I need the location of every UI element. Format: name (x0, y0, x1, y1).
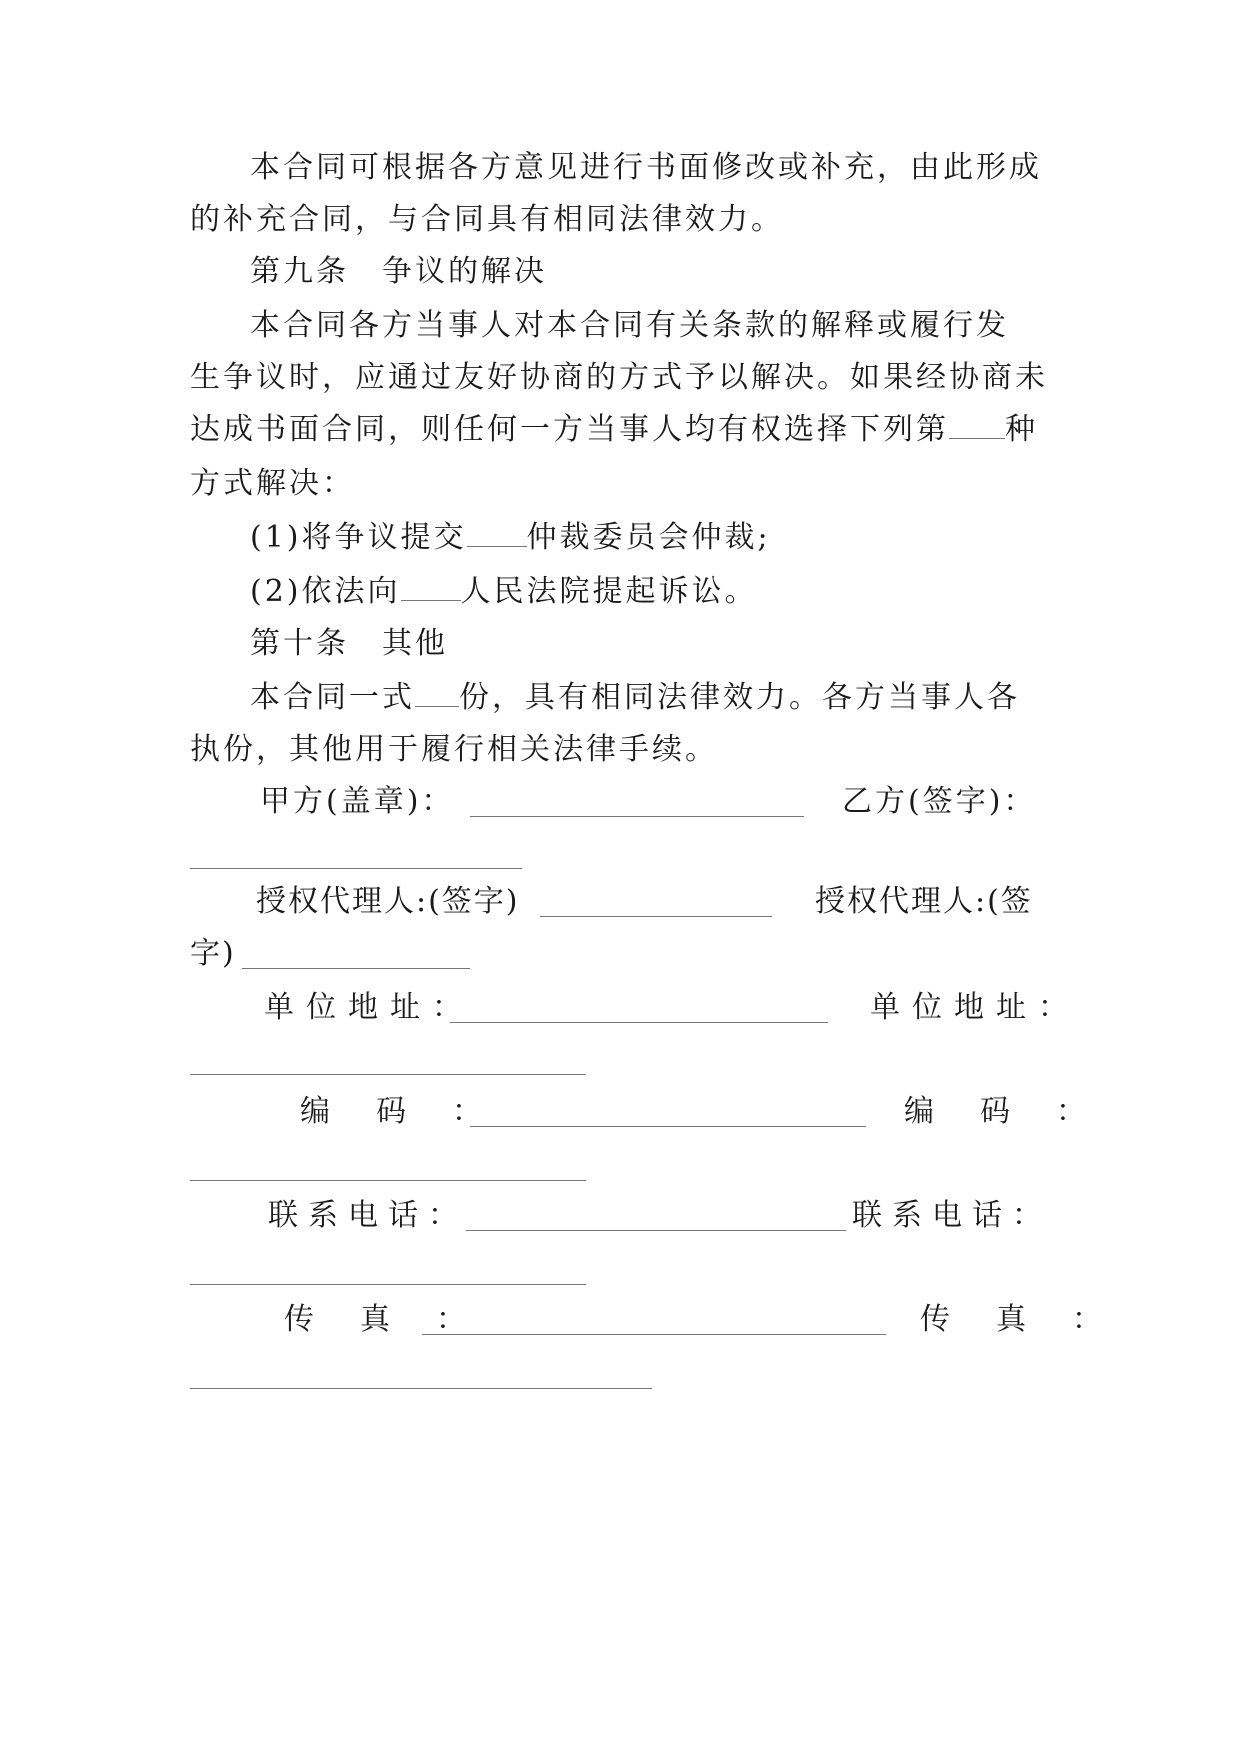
option-2 (250, 572, 1110, 612)
fax-a-label: 传 真 ： (284, 1302, 474, 1337)
agent-a-label: 授权代理人:(签字) (256, 884, 520, 919)
code-b-field[interactable] (190, 1180, 586, 1181)
arbitration-blank[interactable] (467, 520, 527, 547)
address-a-field[interactable] (450, 1022, 828, 1023)
clause-10-line-1 (250, 678, 1050, 718)
address-a-label: 单位地址： (264, 990, 474, 1025)
address-b-label: 单位地址： (870, 990, 1080, 1025)
code-a-label: 编 码 ： (300, 1094, 490, 1129)
clause-10-line-2: 执份，其他用于履行相关法律手续。 (190, 732, 718, 767)
clause-10-line-1-text: 本合同一式 (250, 680, 415, 715)
clause-9-line-3-text: 达成书面合同，则任何一方当事人均有权选择下列第 (190, 412, 949, 447)
option-1-text: (1)将争议提交 (250, 520, 467, 555)
party-a-field[interactable] (470, 816, 804, 817)
clause-9-line-3 (190, 410, 1050, 450)
party-b-label: 乙方(签字)： (842, 784, 1037, 819)
clause-10-heading: 第十条 其他 (250, 626, 448, 661)
party-a-label: 甲方(盖章)： (260, 784, 455, 819)
agent-a-field[interactable] (540, 916, 772, 917)
clause-9-line-4: 方式解决： (190, 466, 355, 501)
clause-9-line-1: 本合同各方当事人对本合同有关条款的解释或履行发 (250, 308, 1009, 343)
option-2-text: (2)依法向 (250, 574, 401, 609)
clause-9-line-3-end: 种 (1005, 412, 1038, 447)
clause-9-line-2: 生争议时，应通过友好协商的方式予以解决。如果经协商未 (190, 360, 1048, 395)
fax-a-field[interactable] (422, 1334, 886, 1335)
clause-10-line-1-end: 份，具有相同法律效力。各方当事人各 (459, 680, 1020, 715)
phone-b-label: 联系电话： (852, 1198, 1052, 1233)
clause-8-text-line-2: 的补充合同，与合同具有相同法律效力。 (190, 202, 784, 237)
option-2-end: 人民法院提起诉讼。 (460, 574, 758, 609)
clause-9-heading: 第九条 争议的解决 (250, 254, 547, 289)
agent-b-label-end: 字) (190, 936, 236, 971)
clause-8-text-line-1: 本合同可根据各方意见进行书面修改或补充，由此形成 (250, 150, 1042, 185)
fax-b-field[interactable] (190, 1388, 652, 1389)
agent-b-label: 授权代理人:(签 (815, 884, 1033, 919)
phone-a-label: 联系电话： (268, 1198, 468, 1233)
code-a-field[interactable] (470, 1126, 866, 1127)
fax-b-label: 传 真 ： (920, 1302, 1110, 1337)
phone-b-field[interactable] (190, 1284, 586, 1285)
court-blank[interactable] (401, 574, 461, 601)
option-1 (250, 518, 1110, 558)
party-b-field[interactable] (190, 868, 522, 869)
agent-b-field[interactable] (242, 968, 470, 969)
code-b-label: 编 码 ： (904, 1094, 1094, 1129)
phone-a-field[interactable] (466, 1230, 846, 1231)
choice-blank[interactable] (949, 412, 1005, 439)
option-1-end: 仲裁委员会仲裁; (526, 520, 771, 555)
address-b-field[interactable] (190, 1074, 586, 1075)
copies-blank[interactable] (415, 680, 459, 707)
